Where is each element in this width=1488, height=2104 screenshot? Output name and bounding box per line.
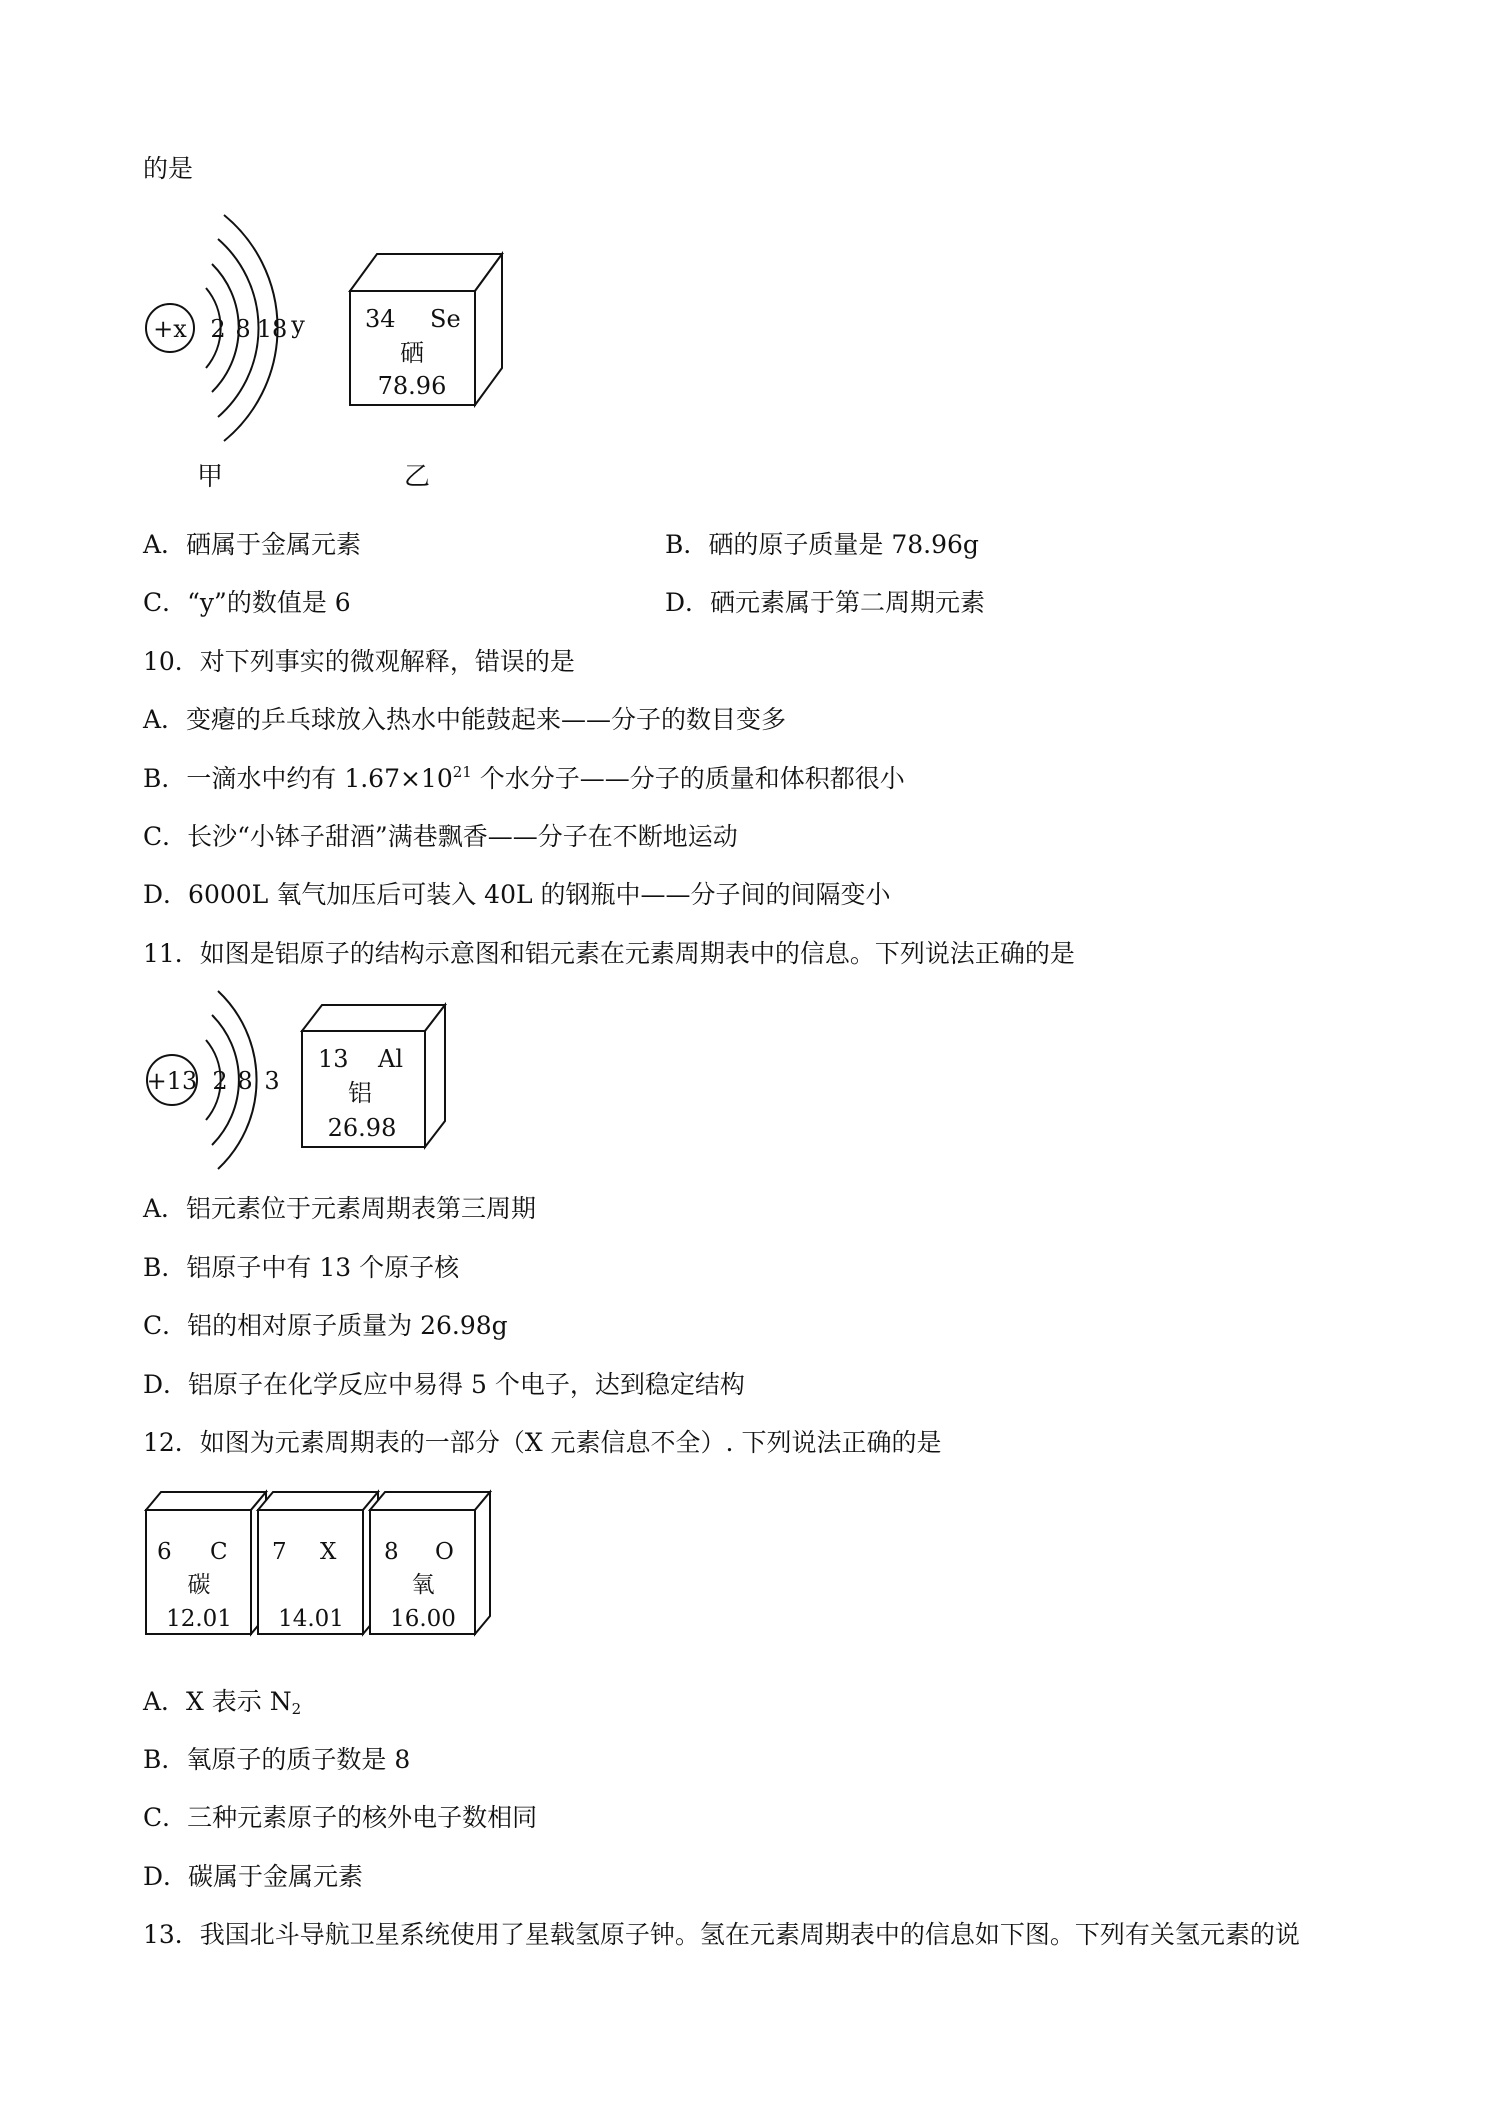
q12-option-a-text: A．X 表示 N xyxy=(143,1687,292,1716)
element-symbol: Al xyxy=(378,1045,404,1073)
q11-option-a: A．铝元素位于元素周期表第三周期 xyxy=(143,1194,537,1223)
nucleus-label: +13 xyxy=(146,1067,198,1095)
q9-option-b: B．硒的原子质量是 78.96g xyxy=(665,530,979,559)
q11-option-b: B．铝原子中有 13 个原子核 xyxy=(143,1253,460,1282)
q12-option-b: B．氧原子的质子数是 8 xyxy=(143,1745,411,1774)
q11-option-c: C．铝的相对原子质量为 26.98g xyxy=(143,1311,508,1340)
q10-option-b-text: B．一滴水中约有 1.67×10 xyxy=(143,764,453,793)
q9-option-c: C．“y”的数值是 6 xyxy=(143,588,351,617)
atomic-mass: 16.00 xyxy=(390,1606,456,1632)
shell-3-count: 3 xyxy=(264,1067,280,1095)
element-name: 氧 xyxy=(411,1572,435,1598)
atomic-number: 34 xyxy=(365,305,396,333)
periodic-table-fragment xyxy=(142,1488,522,1643)
shell-1-count: 2 xyxy=(212,1067,228,1095)
shell-3-count: 18 xyxy=(256,315,288,343)
q11-option-d: D．铝原子在化学反应中易得 5 个电子，达到稳定结构 xyxy=(143,1370,745,1399)
q10-option-d: D．6000L 氧气加压后可装入 40L 的钢瓶中——分子间的间隔变小 xyxy=(143,880,891,909)
q11-stem: 11．如图是铝原子的结构示意图和铝元素在元素周期表中的信息。下列说法正确的是 xyxy=(143,939,1075,968)
shell-2-count: 8 xyxy=(235,315,251,343)
q9-option-d: D．硒元素属于第二周期元素 xyxy=(665,588,986,617)
q9-option-a: A．硒属于金属元素 xyxy=(143,530,362,559)
aluminium-element-cell xyxy=(302,1005,445,1147)
element-name: 碳 xyxy=(187,1572,211,1598)
shell-4-count: y xyxy=(291,311,305,339)
caption-jia: 甲 xyxy=(196,462,224,492)
q12-option-d: D．碳属于金属元素 xyxy=(143,1862,364,1891)
oxygen-element-cell xyxy=(370,1492,490,1634)
atomic-mass: 78.96 xyxy=(377,372,447,400)
atomic-mass: 12.01 xyxy=(166,1606,232,1632)
atomic-number: 13 xyxy=(318,1045,349,1073)
q10-option-b-exponent: 21 xyxy=(452,763,472,781)
element-symbol: O xyxy=(435,1539,454,1565)
atomic-mass: 14.01 xyxy=(278,1606,344,1632)
atomic-number: 6 xyxy=(157,1539,172,1565)
atomic-number: 7 xyxy=(272,1539,287,1565)
q10-option-c: C．长沙“小钵子甜酒”满巷飘香——分子在不断地运动 xyxy=(143,822,738,851)
unknown-element-cell xyxy=(258,1492,378,1634)
atomic-number: 8 xyxy=(384,1539,399,1565)
element-symbol: X xyxy=(320,1539,337,1565)
q10-option-b-rest: 个水分子——分子的质量和体积都很小 xyxy=(471,764,905,793)
element-name: 硒 xyxy=(400,339,424,367)
q12-option-c: C．三种元素原子的核外电子数相同 xyxy=(143,1803,538,1832)
caption-yi: 乙 xyxy=(403,462,431,492)
shell-1-count: 2 xyxy=(210,315,226,343)
nucleus-label: +x xyxy=(153,315,187,343)
element-name: 铝 xyxy=(348,1079,372,1107)
carbon-element-cell xyxy=(146,1492,266,1634)
atomic-mass: 26.98 xyxy=(327,1114,397,1142)
q13-stem: 13．我国北斗导航卫星系统使用了星载氢原子钟。氢在元素周期表中的信息如下图。下列有关氢元素的说 xyxy=(143,1920,1300,1949)
q12-option-a xyxy=(143,1685,301,1719)
question-fragment: 的是 xyxy=(143,154,194,183)
q10-option-a: A．变瘪的乒乓球放入热水中能鼓起来——分子的数目变多 xyxy=(143,705,787,734)
element-symbol: Se xyxy=(430,305,461,333)
q12-stem: 12．如图为元素周期表的一部分（X 元素信息不全）. 下列说法正确的是 xyxy=(143,1428,942,1457)
selenium-figure xyxy=(140,215,530,505)
element-symbol: C xyxy=(210,1539,228,1565)
q10-stem: 10．对下列事实的微观解释，错误的是 xyxy=(143,647,575,676)
q12-option-a-subscript: 2 xyxy=(291,1700,302,1718)
selenium-element-cell xyxy=(350,254,502,405)
shell-2-count: 8 xyxy=(237,1067,253,1095)
aluminium-figure xyxy=(140,995,480,1165)
q10-option-b xyxy=(143,762,905,796)
